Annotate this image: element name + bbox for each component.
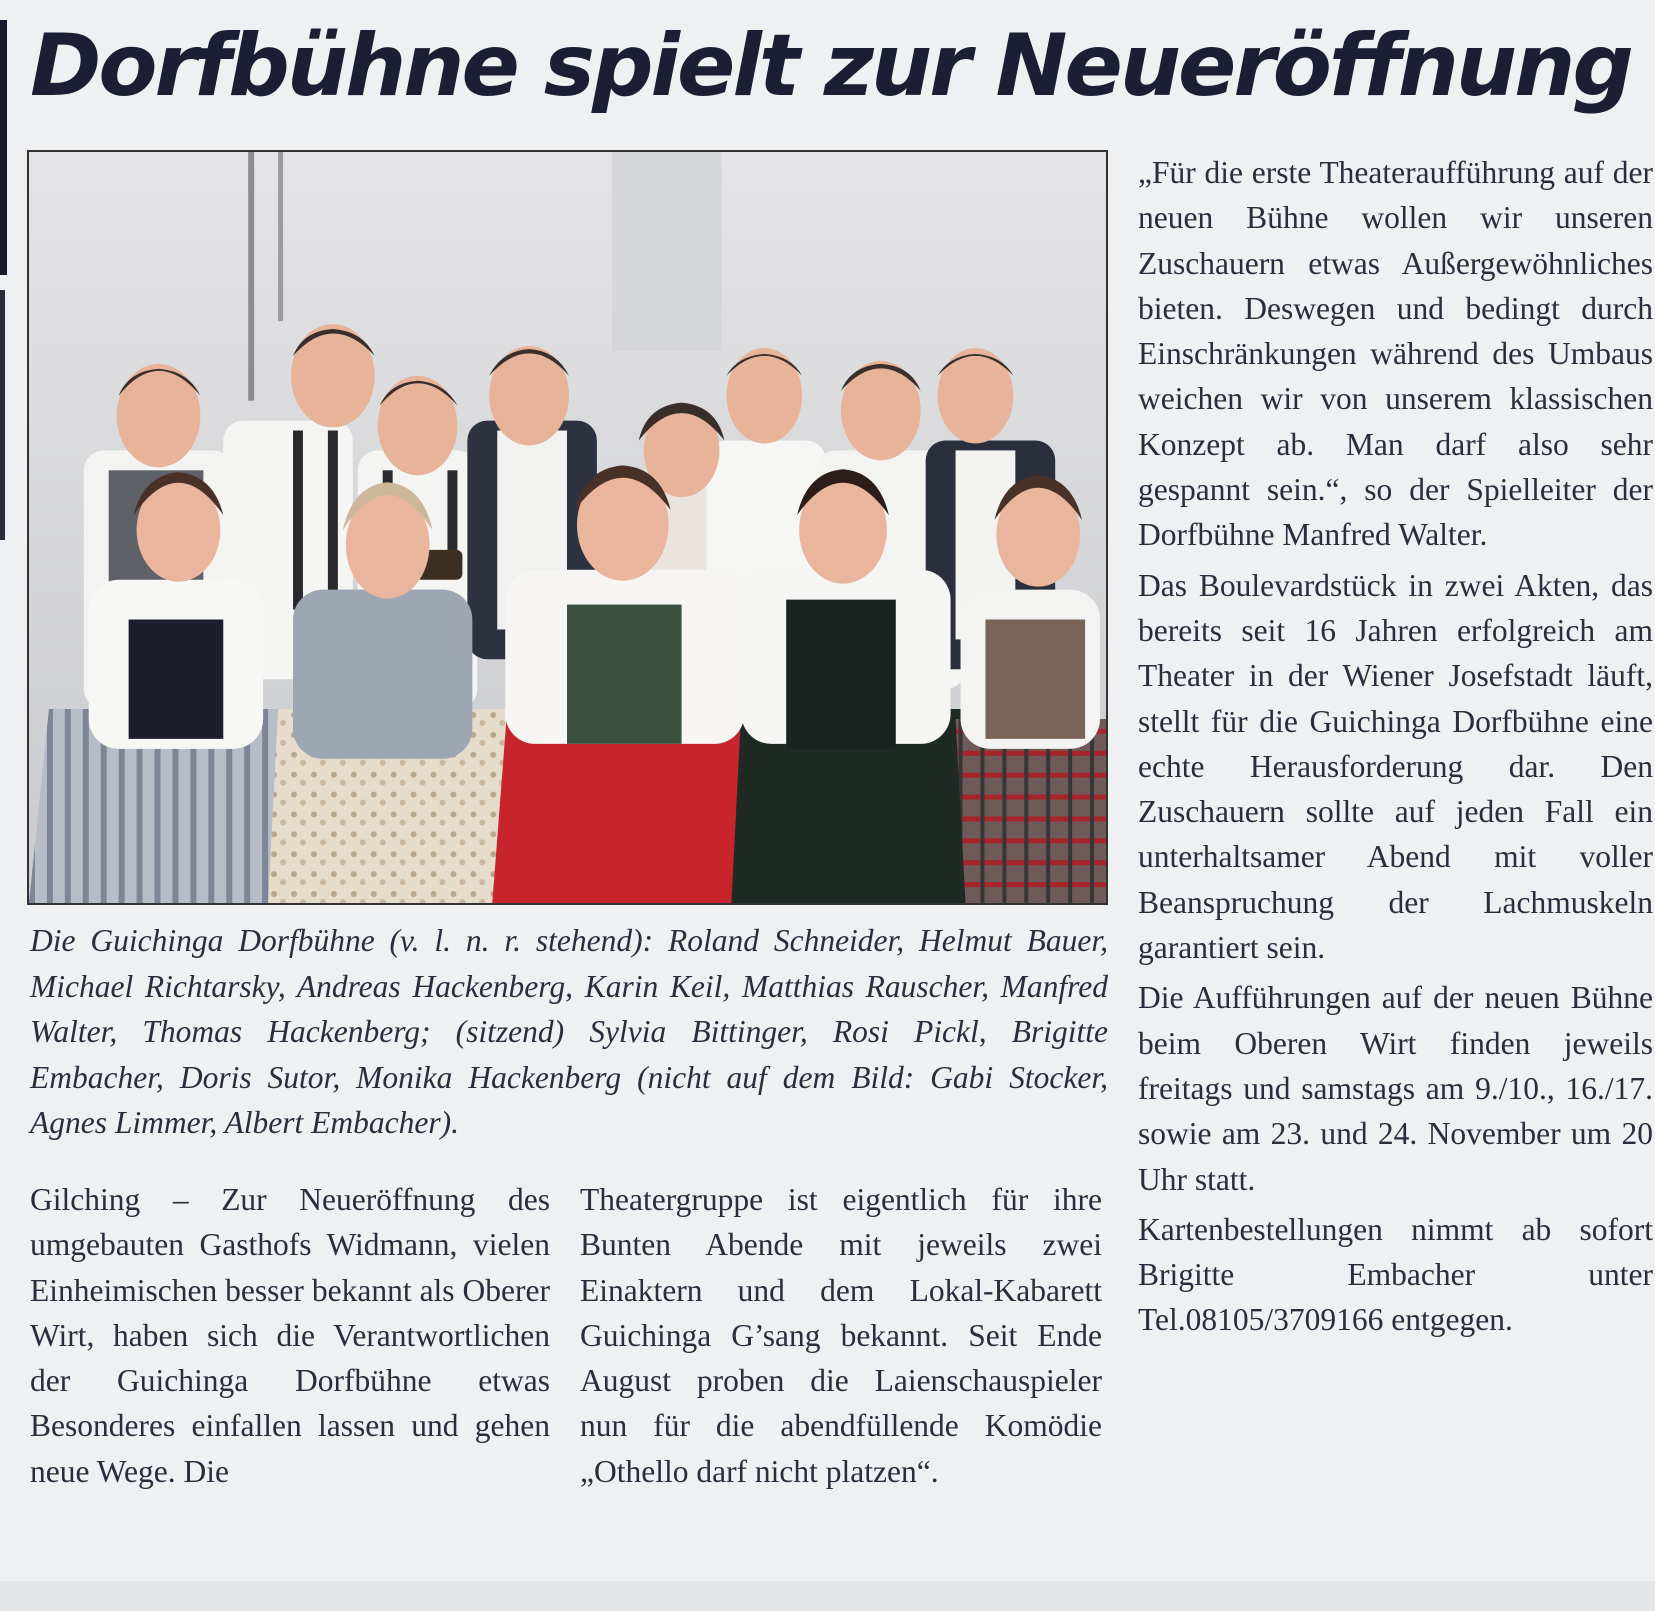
article-body-column-3 (1138, 150, 1653, 1348)
photo-caption: Die Guichinga Dorfbühne (v. l. n. r. stehend): Roland Schneider, Helmut Bauer, Michael Richtarsky, Andreas Hackenberg, Karin Keil, Matthias Rauscher, Manfred Walter, Thomas Hackenberg; (sitzend) Sylvia Bittinger, Rosi Pickl, Brigitte Embacher, Doris Sutor, Monika Hackenberg (nicht auf dem Bild: Gabi Stocker, Agnes Limmer, Albert Embacher). (30, 923, 1108, 1140)
performance-dates-paragraph: Die Aufführungen auf der neuen Bühne beim Oberen Wirt finden jeweils freitags und samstags am 9./10., 16./17. sowie am 23. und 24. November um 20 Uhr statt. (1138, 980, 1653, 1197)
play-description-paragraph: Das Boulevardstück in zwei Akten, das bereits seit 16 Jahren erfolgreich am Theater in der Wiener Josefstadt läuft, stellt für die Guichinga Dorfbühne eine echte Herausforderung dar. Den Zuschauern sollte auf jeden Fall ein unterhaltsamer Abend mit voller Beanspruchung der Lachmuskeln garantiert sein. (1138, 567, 1653, 966)
column-rule (0, 290, 5, 540)
ticket-info-paragraph: Kartenbestellungen nimmt ab sofort Brigitte Embacher unter Tel.08105/3709166 entgegen. (1138, 1211, 1653, 1338)
page-bottom-edge (0, 1581, 1655, 1611)
column-rule (0, 20, 7, 275)
group-photo-illustration (29, 152, 1106, 903)
quote-paragraph: „Für die erste Theateraufführung auf der neuen Bühne wollen wir unseren Zuschauern etwas Außergewöhnliches bieten. Deswegen und bedingt durch Einschränkungen während des Umbaus weichen wir von unserem klassischen Konzept ab. Man darf also sehr gespannt sein.“, so der Spielleiter der Dorfbühne Manfred Walter. (1138, 155, 1653, 553)
article-body-column-2: Theatergruppe ist eigentlich für ihre Bunten Abende mit jeweils zwei Einaktern und dem Lokal-Kabarett Guichinga G’sang bekannt. Seit Ende August proben die Laienschauspieler nun für die abendfüllende Komödie „Othello darf nicht platzen“. (580, 1182, 1102, 1489)
article-headline: Dorfbühne spielt zur Neueröffnung (30, 16, 1631, 116)
group-photo (27, 150, 1108, 905)
article-body-column-1: Gilching – Zur Neueröffnung des umgebauten Gasthofs Widmann, vielen Einheimischen besser bekannt als Oberer Wirt, haben sich die Verantwortlichen der Guichinga Dorfbühne etwas Besonderes einfallen lassen und gehen neue Wege. Die (30, 1182, 550, 1489)
